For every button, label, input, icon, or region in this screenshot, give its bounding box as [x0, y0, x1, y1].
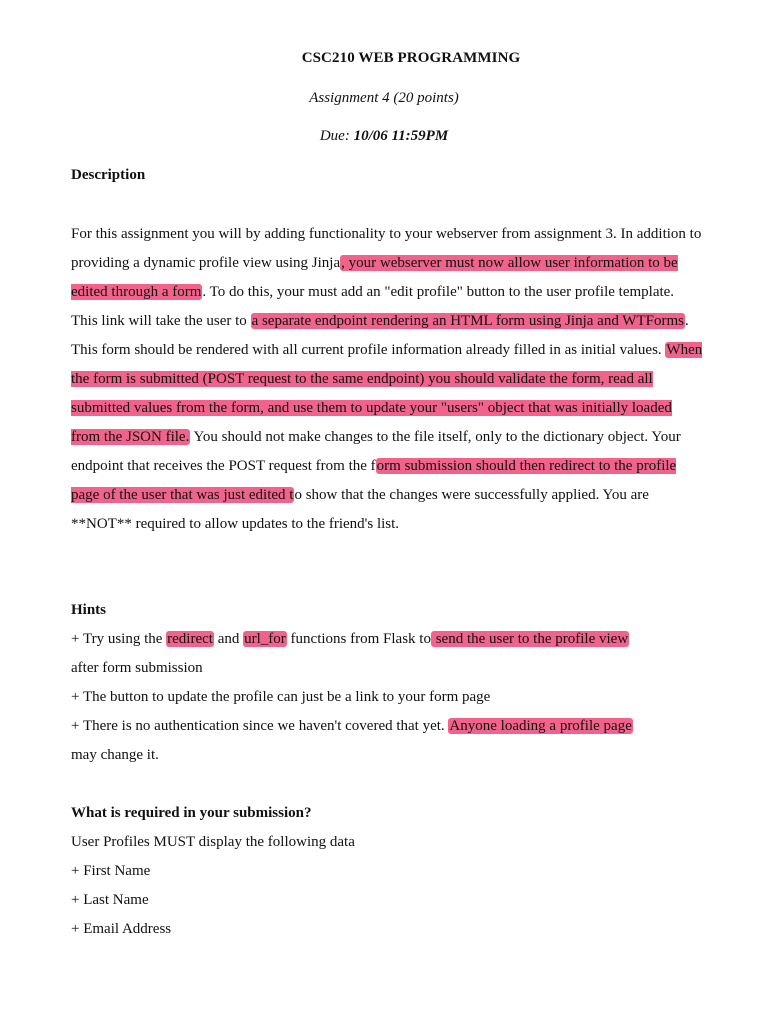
- description-heading: Description: [71, 167, 146, 183]
- description-text: For this assignment you will by adding functionality to your webserver from assignment 3. In addition to providing a dynamic profile view using Jinja: [71, 226, 702, 271]
- description-text: . This form should be rendered with all current profile information already filled in as initial values.: [71, 313, 689, 358]
- highlighted-text: Anyone loading a profile page: [449, 718, 632, 734]
- description-paragraph: [71, 220, 703, 539]
- highlighted-text: send the user to the profile view: [431, 631, 629, 647]
- highlighted-text: url_for: [244, 631, 286, 647]
- submission-list-item: + Email Address: [71, 921, 172, 937]
- submission-heading: What is required in your submission?: [71, 805, 312, 821]
- document-title: CSC210 WEB PROGRAMMING: [301, 50, 521, 66]
- highlighted-text: redirect: [167, 631, 213, 647]
- highlighted-text: a separate endpoint rendering an HTML form using Jinja and WTForms: [251, 313, 684, 329]
- hint-item: [71, 631, 629, 648]
- submission-list-item: + Last Name: [71, 892, 149, 908]
- highlighted-text: orm submission should then redirect to the profile page of the user that was just edited t: [71, 458, 677, 503]
- highlighted-text: , your webserver must now allow user information to be edited through a form: [71, 255, 678, 300]
- description-text: o show that the changes were successfully applied. You are **NOT** required to allow updates to the friend's list.: [71, 487, 649, 532]
- hint-item-continued: may change it.: [71, 747, 159, 763]
- assignment-subtitle: Assignment 4 (20 points): [309, 90, 459, 106]
- submission-list-item: + First Name: [71, 863, 151, 879]
- due-date: 10/06 11:59PM: [353, 128, 449, 144]
- highlighted-text: When the form is submitted (POST request to the same endpoint) you should validate the form, read all submitted values from the form, and use them to update your "users" object that was initially loaded from the JSON file.: [71, 342, 703, 445]
- hints-heading: Hints: [71, 602, 107, 618]
- description-text: You should not make changes to the file itself, only to the dictionary object. Your endpoint that receives the POST request from the f: [71, 429, 681, 474]
- hint-item-continued: after form submission: [71, 660, 203, 676]
- due-date-line: [0, 128, 768, 145]
- hint-item: + The button to update the profile can just be a link to your form page: [71, 689, 491, 705]
- due-label: Due:: [319, 128, 350, 144]
- description-text: . To do this, your must add an "edit profile" button to the user profile template. This link will take the user to: [71, 284, 675, 329]
- hint-text: and: [213, 631, 244, 647]
- hint-item: [71, 718, 633, 735]
- hint-text: functions from Flask to: [286, 631, 431, 647]
- hint-text: + Try using the: [71, 631, 167, 647]
- submission-intro: User Profiles MUST display the following data: [71, 834, 355, 850]
- hint-text: + There is no authentication since we haven't covered that yet.: [71, 718, 449, 734]
